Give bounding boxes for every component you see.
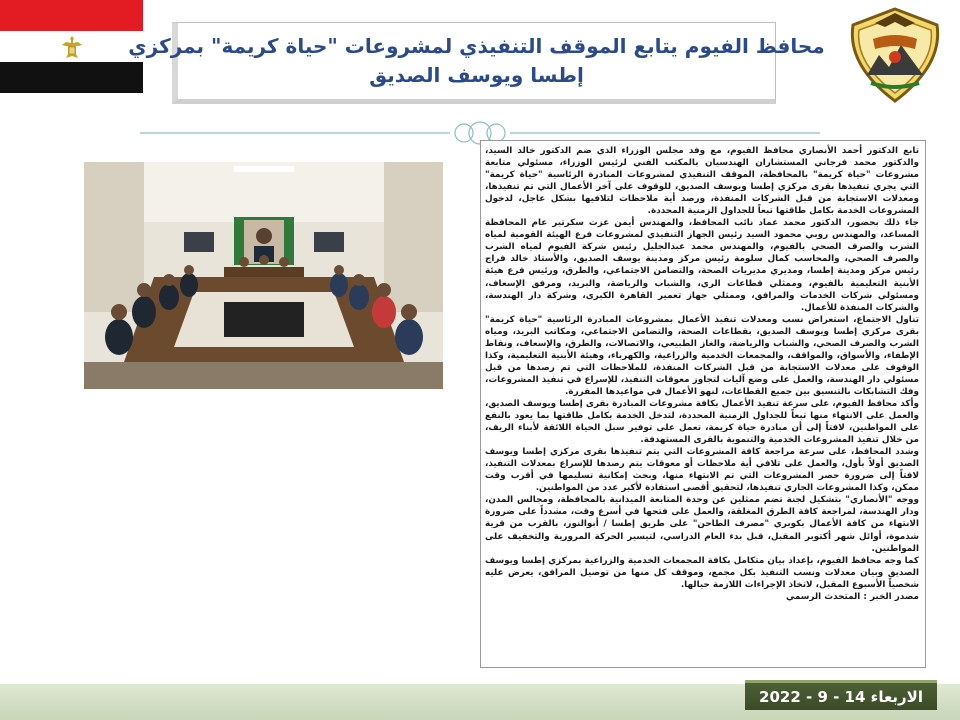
article-source: مصدر الخبر : المتحدث الرسمي bbox=[785, 591, 919, 602]
article-paragraph: جاء ذلك بحضور، الدكتور محمد عماد نائب المحافظ، والمهندس أيمن عزت سكرتير عام المحافظة المساعد، والمهندس روبي محمود السيد رئيس الجهاز التنفيذي لمشروعات فرع الهيئة القومية لمياه الشرب والصرف الصحي بالفيوم، والمهندس محمد عبدالجليل رئيس شركة الفيوم لمياه الشرب والصرف الصحي، والمحاسب كمال سلومة رئيس مركز ومدينة يوسف الصديق، والأستاذ خالد فراج رئيس مركز ومدينة إطسا، ومديري مديريات الصحة، والتضامن الاجتماعي، والطرق، ورئيس فرع هيئة الأبنية التعليمية بالفيوم، وممثلي قطاعات الري، والشباب والرياضة، والبريد، ومرفق الإسعاف، ومسئولي شركات الخدمات والمرافق، وممثلي جهاز تعمير القاهرة الكبرى، وشركة دار الهندسة، والشركات المنفذة للأعمال. bbox=[485, 218, 919, 313]
headline-line-1: محافظ الفيوم يتابع الموقف التنفيذي لمشروعات "حياة كريمة" بمركزي bbox=[128, 34, 825, 58]
meeting-photo bbox=[84, 162, 443, 389]
article-paragraph: كما وجه محافظ الفيوم، بإعداد بيان متكامل بكافة المجمعات الخدمية والزراعية بمركزي إطسا ويوسف الصديق وبيان معدلات ونسب التنفيذ بكل مجمع، وموقف كل منها من توصيل المرافق، يعرض عليه شخصياً الأسبوع المقبل، لاتخاذ الإجراءات اللازمة حيالها. bbox=[485, 555, 919, 590]
eagle-icon bbox=[61, 34, 83, 60]
article-paragraph: وشدد المحافظ، على سرعة مراجعة كافة المشروعات التي يتم تنفيذها بقرى مركزي إطسا ويوسف الصديق أولاً بأول، والعمل على تلافي أية ملاحظات أو معوقات يتم رصدها للإسراع بمعدلات التنفيذ، لافتاً إلى ضرورة حصر المشروعات التي تم الانتهاء منها، وبحث إمكانية تسليمها في أقرب وقت ممكن، وكذا المشروعات الجاري تنفيذها، لتحقيق أقصى استفادة لأكبر عدد من المواطنين. bbox=[485, 447, 919, 494]
date-label: الاربعاء 14 - 9 - 2022 bbox=[745, 680, 937, 710]
article-paragraph: وأكد محافظ الفيوم، على سرعة تنفيذ الأعمال بكافة مشروعات المبادرة بقرى إطسا ويوسف الصديق، والعمل على الانتهاء منها تبعاً للجداول الزمنية المحددة، لتدخل الخدمة بكامل طاقتها بما يعود بالنفع على المواطنين، لافتاً إلى أن مبادرة حياة كريمة، تعمل على توفير سبل الحياة اللائقة لأبناء الريف، من خلال تنفيذ المشروعات الخدمية والتنموية بالقرى المستهدفة. bbox=[485, 398, 919, 446]
article-paragraph: تناول الاجتماع، استعراض نسب ومعدلات تنفيذ الأعمال بمشروعات المبادرة الرئاسية "حياة كريمة" بقرى مركزي إطسا ويوسف الصديق، بقطاعات الصحة، والتضامن الاجتماعي، ومكاتب البريد، ومياه الشرب والصرف الصحي، والشباب والرياضة، والغاز الطبيعي، والاتصالات، والطرق، والإسعاف، ونقاط الإطفاء، والأسواق، والمواقف، والمجمعات الخدمية والزراعية، والكهرباء، وهيئة الأبنية التعليمية، وكذا الوقوف على معدلات الاستجابة من قبل الشركات المنفذة، للملاحظات التي تم رصدها من قبل مسئولي دار الهندسة، والعمل على وضع آليات لتجاوز معوقات التنفيذ، للإسراع في تنفيذ المشروعات، وفك التشابكات بالتنسيق بين جميع القطاعات، لنهو الأعمال في مواعيدها المقررة. bbox=[485, 314, 919, 397]
headline-box bbox=[128, 22, 825, 104]
egypt-flag-icon bbox=[0, 0, 143, 93]
article-paragraph: ووجه "الأنصاري" بتشكيل لجنة تضم ممثلين عن وحدة المتابعة الميدانية بالمحافظة، ومجالس المدن، ودار الهندسة، لمراجعة كافة الطرق المغلقة، والعمل على فتحها في أسرع وقت، مشدداً على ضرورة الانتهاء من كافة الأعمال بكوبري "مصرف الطاحن" على طريق إطسا / أبوالنور، بالقرب من قرية شدموة، أوائل شهر أكتوبر المقبل، قبل بدء العام الدراسي، لتيسير الحركة المرورية والتخفيف على المواطنين. bbox=[485, 495, 919, 554]
headline-line-2: إطسا ويوسف الصديق bbox=[369, 63, 584, 87]
fayoum-governorate-logo-icon bbox=[845, 5, 945, 105]
article-text-box bbox=[480, 140, 926, 668]
article-body bbox=[485, 145, 919, 603]
article-paragraph: تابع الدكتور أحمد الأنصاري محافظ الفيوم، مع وفد مجلس الوزراء الذي ضم الدكتور خالد السيد، والدكتور محمد فرجاني المستشاران الهندسيان بالمكتب الفني لرئيس الوزراء، مسئولي متابعة مشروعات "حياة كريمة" بالمحافظة، الموقف التنفيذي لمشروعات المبادرة الرئاسية "حياة كريمة" التي يجري تنفيذها بقرى مركزي إطسا ويوسف الصديق، للوقوف على آخر الأعمال التي تم تنفيذها، ومعدلات الاستجابة من قبل الشركات المنفذة، ورصد أية ملاحظات لتلافيها بشكل عاجل، لدخول المشروعات الخدمة بكامل طاقتها تبعاً للجداول الزمنية المحددة. bbox=[485, 146, 919, 217]
